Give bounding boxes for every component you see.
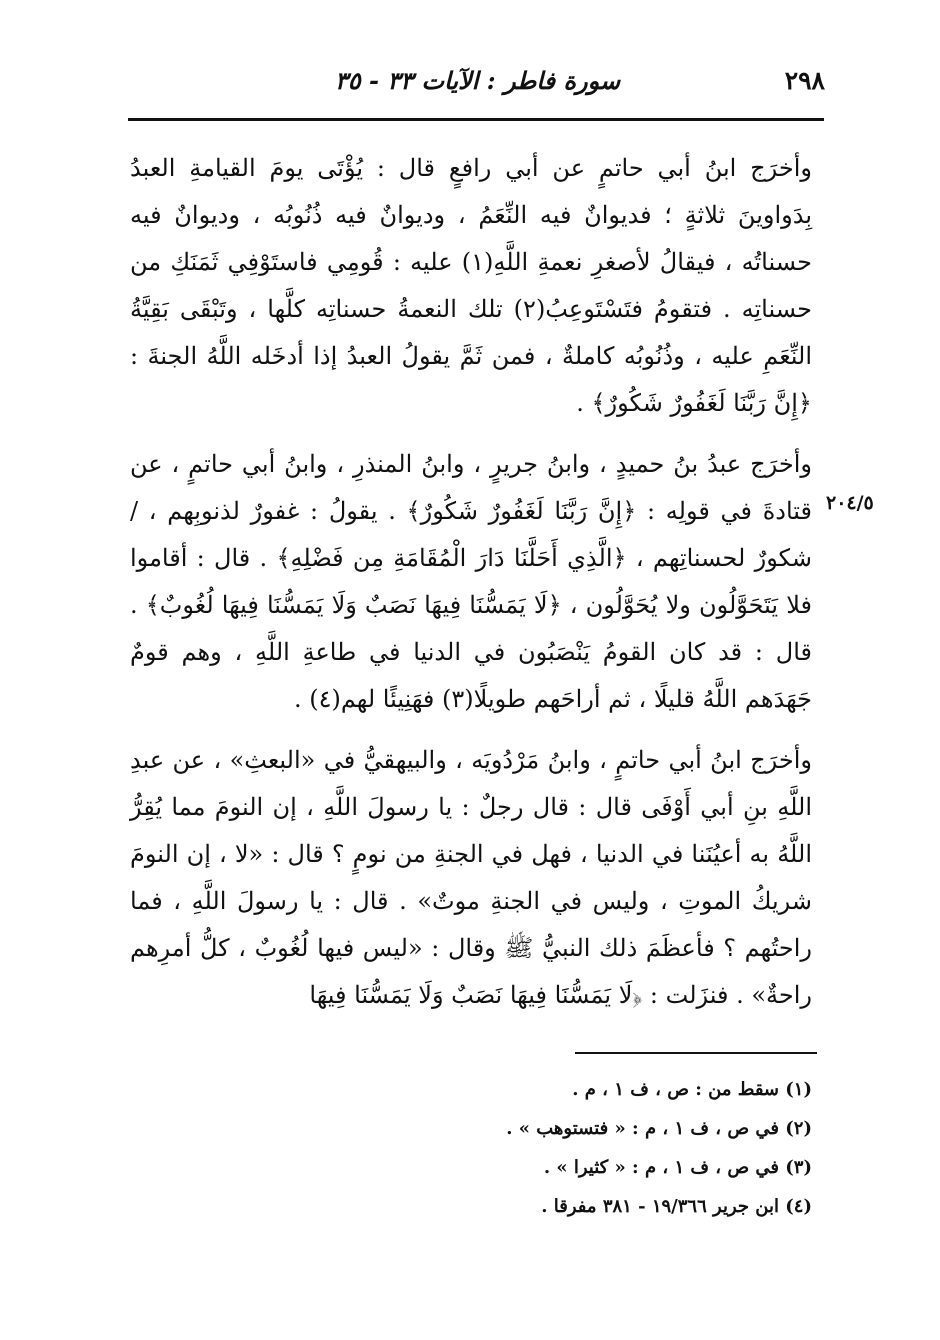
paragraph-3: وأخرَج ابنُ أبي حاتمٍ ، وابنُ مَرْدُويَه ، والبيهقيُّ في «البعثِ» ، عن عبدِ اللَّهِ بنِ أبي أَوْفَى قال : قال رجلٌ : يا رسولَ اللَّهِ ، إن النومَ مما يُقِرُّ اللَّهُ به أعيُنَنا في الدنيا ، فهل في الجنةِ من نومٍ ؟ قال : «لا ، إن النومَ شريكُ الموتِ ، وليس في الجنةِ موتٌ» . قال : يا رسولَ اللَّهِ ، فما راحتُهم ؟ فأعظَمَ ذلك النبيُّ ﷺ وقال : «ليس فيها لُغُوبٌ ، كلُّ أمرِهم راحةٌ» . فنزَلت : ﴿لَا يَمَسُّنَا فِيهَا نَصَبٌ وَلَا يَمَسُّنَا فِيهَا: [130, 746, 812, 1009]
footnotes: [300, 1070, 812, 1226]
footnote-rule: [575, 1052, 817, 1054]
margin-reference: ٢٠٤/٥: [826, 492, 874, 514]
body-text: [130, 145, 812, 1033]
footnote-4: (٤) ابن جرير ١٩/٣٦٦ - ٣٨١ مفرقا .: [541, 1196, 812, 1217]
footnote-3: (٣) في ص ، ف ١ ، م : « كثيرا » .: [543, 1157, 812, 1178]
footnote-1: (١) سقط من : ص ، ف ١ ، م .: [572, 1079, 812, 1100]
paragraph-2: وأخرَج عبدُ بنُ حميدٍ ، وابنُ جريرٍ ، وابنُ المنذرِ ، وابنُ أبي حاتمٍ ، عن قتادةَ في قولِه : ﴿إِنَّ رَبَّنَا لَغَفُورٌ شَكُورٌ﴾ . يقولُ : غفورٌ لذنوبِهم ، /شكورٌ لحسناتِهم ، ﴿الَّذِي أَحَلَّنَا دَارَ الْمُقَامَةِ مِن فَضْلِهِ﴾ . قال : أقاموا فلا يَتَحَوَّلُون ولا يُحَوَّلُون ، ﴿لَا يَمَسُّنَا فِيهَا نَصَبٌ وَلَا يَمَسُّنَا فِيهَا لُغُوبٌ﴾ . قال : قد كان القومُ يَنْصَبُون في الدنيا في طاعةِ اللَّهِ ، وهم قومٌ جَهَدَهم اللَّهُ قليلًا ، ثم أراحَهم طويلًا(٣) فهَنِيئًا لهم(٤) .: [130, 450, 812, 713]
page-header: [130, 66, 825, 106]
footnote-2: (٢) في ص ، ف ١ ، م : « فتستوهب » .: [506, 1118, 812, 1139]
surah-title: سورة فاطر : الآيات ٣٣ - ٣٥: [334, 66, 621, 95]
page-number: ٢٩٨: [784, 66, 825, 95]
header-rule: [128, 118, 824, 121]
paragraph-1: وأخرَج ابنُ أبي حاتمٍ عن أبي رافعٍ قال : يُؤْتَى يومَ القيامةِ العبدُ بِدَواوينَ ثلاثةٍ ؛ فديوانٌ فيه النِّعَمُ ، وديوانٌ فيه ذُنُوبُه ، وديوانٌ فيه حسناتُه ، فيقالُ لأصغرِ نعمةِ اللَّهِ(١) عليه : قُومِي فاستَوْفِي ثَمَنَكِ من حسناتِه . فتقومُ فتَسْتَوعِبُ(٢) تلك النعمةُ حسناتِه كلَّها ، وتَبْقَى بَقِيَّةُ النِّعَمِ عليه ، وذُنُوبُه كاملةٌ ، فمن ثَمَّ يقولُ العبدُ إذا أدخَله اللَّهُ الجنةَ : ﴿إِنَّ رَبَّنَا لَغَفُورٌ شَكُورٌ﴾ .: [130, 154, 812, 417]
